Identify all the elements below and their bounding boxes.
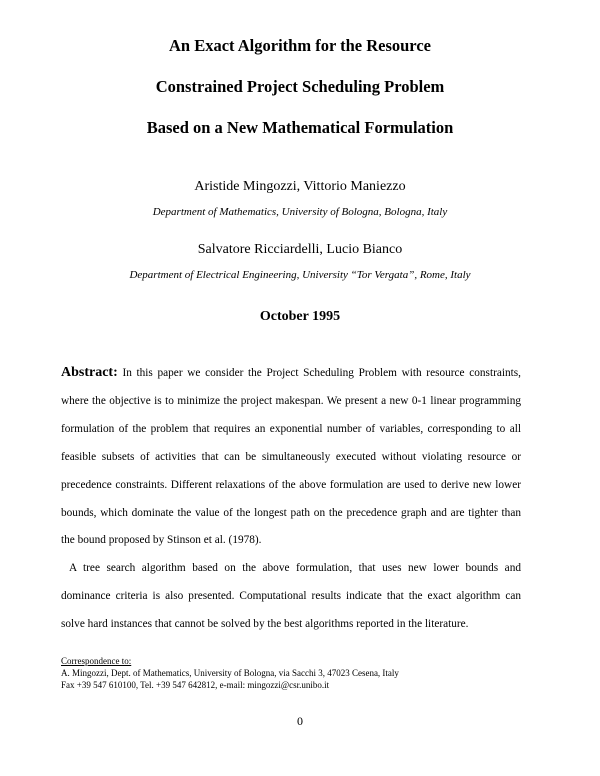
abstract-paragraph-1 [61,359,521,555]
correspondence-contact: Fax +39 547 610100, Tel. +39 547 642812, e-mail: mingozzi@csr.unibo.it [61,680,330,690]
correspondence-footnote [61,655,399,691]
correspondence-label: Correspondence to: [61,656,132,666]
abstract-label: Abstract: [61,365,118,380]
abstract-paragraph-2: A tree search algorithm based on the above formulation, that uses new lower bounds and dominance criteria is also presented. Computational results indicate that the exact algorithm can solve hard instances that cannot be solved by the best algorithms reported in the literature. [61,562,521,631]
abstract-text-1: In this paper we consider the Project Scheduling Problem with resource constraints, where the objective is to minimize the project makespan. We present a new 0-1 linear programming formulation of the problem that requires an exponential number of variables, corresponding to all feasible subsets of activities that can be simultaneously executed without violating resource or precedence constraints. Different relaxations of the above formulation are used to derive new lower bounds, which dominate the value of the longest path on the precedence graph and are tighter than the bound proposed by Stinson et al. (1978). [61,367,521,547]
title-line-3: Based on a New Mathematical Formulation [146,118,454,137]
affiliation-2: Department of Electrical Engineering, University “Tor Vergata”, Rome, Italy [129,269,471,281]
author-names-2: Salvatore Ricciardelli, Lucio Bianco [197,242,403,257]
publication-date: October 1995 [259,309,341,324]
title-line-2: Constrained Project Scheduling Problem [155,77,445,96]
author-names-1: Aristide Mingozzi, Vittorio Maniezzo [194,179,406,194]
abstract [61,359,521,639]
page-number: 0 [297,714,303,728]
correspondence-address: A. Mingozzi, Dept. of Mathematics, University of Bologna, via Sacchi 3, 47023 Cesena, Italy [61,668,399,678]
title-line-1: An Exact Algorithm for the Resource [169,36,431,55]
affiliation-1: Department of Mathematics, University of Bologna, Bologna, Italy [152,206,448,218]
